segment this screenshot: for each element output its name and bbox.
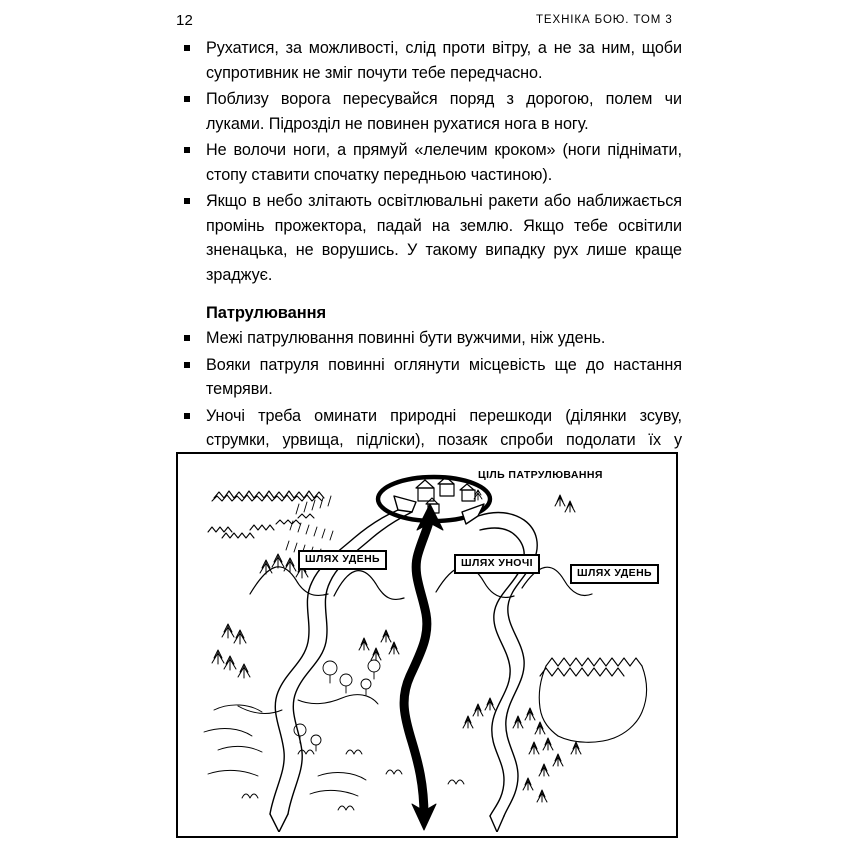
- running-head-title: ТЕХНІКА БОЮ. ТОМ 3: [536, 14, 673, 26]
- list-item-text: Вояки патруля повинні оглянути місцевість ще до настання темряви.: [206, 355, 682, 398]
- list-item-text: Якщо в небо злітають освітлювальні ракети або наближається промінь прожектора, падай на землю. Якщо тебе освітили зненацька, не ворушись. У такому випадку рух лише краще зраджує.: [206, 192, 682, 284]
- list-item: [176, 353, 682, 402]
- page-content: [176, 36, 682, 479]
- list-item-text: Межі патрулювання повинні бути вужчими, ніж удень.: [206, 329, 606, 347]
- list-item-text: Рухатися, за можливості, слід проти вітру, а не за ним, щоби супротивник не зміг почути тебе передчасно.: [206, 39, 682, 82]
- list-item: [176, 138, 682, 187]
- label-day-route-right: ШЛЯХ УДЕНЬ: [570, 564, 659, 584]
- label-target: ЦІЛЬ ПАТРУЛЮВАННЯ: [478, 469, 603, 481]
- illustration-svg: [178, 454, 672, 832]
- bullet-square-icon: [184, 413, 190, 419]
- patrol-route-illustration: [176, 452, 678, 838]
- list-item-text: Уночі треба оминати природні перешкоди (ділянки зсуву, струмки, урвища, підліски), позаяк спроби подолати їх у: [206, 406, 682, 449]
- list-item: [176, 189, 682, 287]
- list-item: [176, 36, 682, 85]
- list-item-text: Поблизу ворога пересувайся поряд з дорогою, полем чи луками. Підрозділ не повинен рухатися нога в ногу.: [206, 90, 682, 133]
- label-night-route: ШЛЯХ УНОЧІ: [454, 554, 540, 574]
- bullet-square-icon: [184, 96, 190, 102]
- bullet-list-top: [176, 36, 682, 287]
- bullet-square-icon: [184, 45, 190, 51]
- bullet-square-icon: [184, 362, 190, 368]
- bullet-square-icon: [184, 335, 190, 341]
- label-day-route-left: ШЛЯХ УДЕНЬ: [298, 550, 387, 570]
- bullet-square-icon: [184, 198, 190, 204]
- list-item: [176, 87, 682, 136]
- list-item: [176, 326, 682, 351]
- list-item-text: Не волочи ноги, а прямуй «лелечим кроком» (ноги піднімати, стопу ставити спочатку передньою частиною).: [206, 141, 682, 184]
- bullet-square-icon: [184, 147, 190, 153]
- section-heading: Патрулювання: [206, 304, 326, 322]
- page-number: 12: [176, 12, 194, 29]
- running-head: [176, 12, 790, 34]
